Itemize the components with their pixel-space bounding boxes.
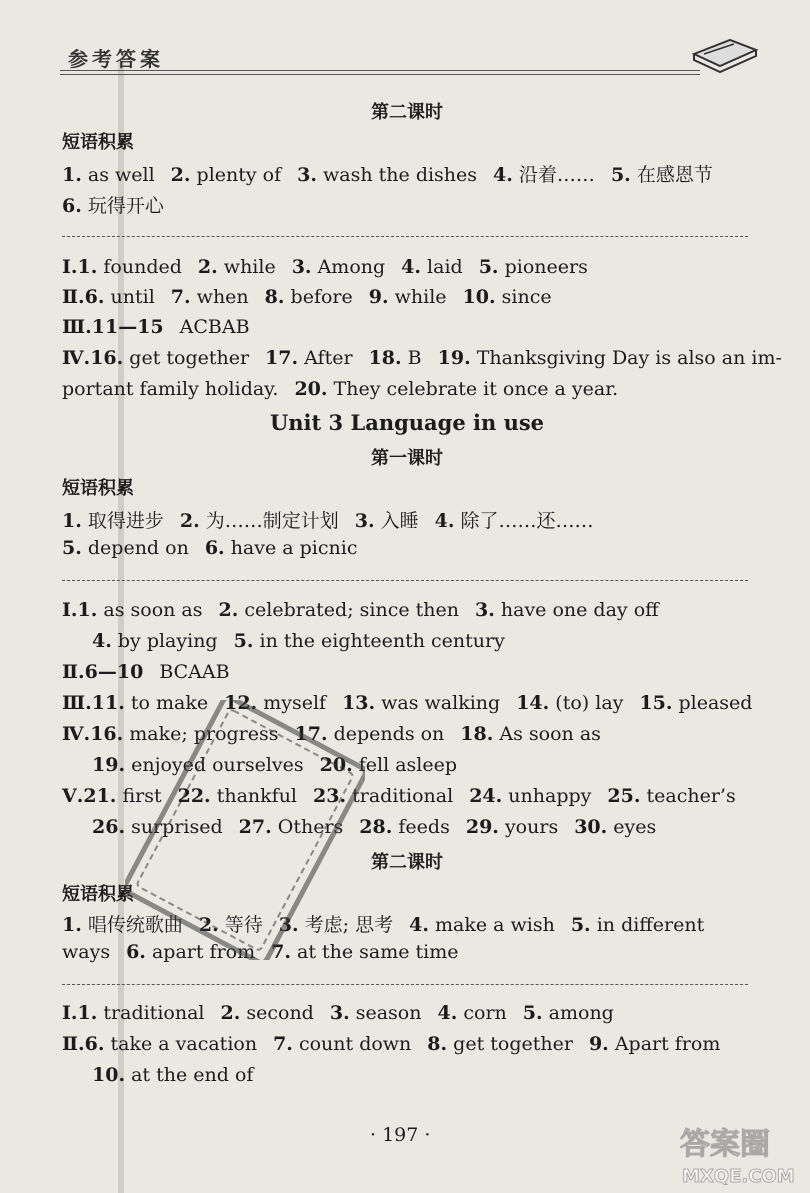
answer-text: 除了……还…… bbox=[454, 510, 594, 532]
item-number: 18. bbox=[460, 723, 494, 745]
answer-line bbox=[62, 256, 588, 278]
answer-text: until bbox=[104, 286, 155, 308]
answer-text: 等待 bbox=[218, 914, 263, 936]
answer-text: while bbox=[217, 256, 276, 278]
answer-text: get together bbox=[447, 1033, 573, 1055]
item-number: 3. bbox=[291, 256, 312, 278]
answer-line bbox=[62, 316, 250, 338]
section-numeral: Ⅱ. bbox=[62, 661, 85, 683]
item-number: 1. bbox=[77, 256, 98, 278]
item-number: 13. bbox=[342, 692, 376, 714]
item-number: 5. bbox=[62, 537, 82, 559]
page-header bbox=[0, 0, 810, 78]
item-number: 10. bbox=[92, 1064, 126, 1086]
item-number: 3. bbox=[278, 914, 299, 936]
answer-text: since bbox=[495, 286, 552, 308]
answer-text: pleased bbox=[672, 692, 753, 714]
answer-text: enjoyed ourselves bbox=[125, 754, 304, 776]
answer-text: by playing bbox=[111, 630, 218, 652]
answer-text: second bbox=[240, 1002, 314, 1024]
item-number: 4. bbox=[493, 164, 513, 186]
answer-text: was walking bbox=[375, 692, 501, 714]
item-range: 6—10 bbox=[84, 661, 144, 683]
section-numeral: Ⅱ. bbox=[62, 286, 85, 308]
library-stamp bbox=[125, 700, 365, 960]
item-number: 16. bbox=[90, 347, 124, 369]
answer-text: unhappy bbox=[502, 785, 592, 807]
section-numeral: Ⅰ. bbox=[62, 256, 78, 278]
answer-text: while bbox=[388, 286, 447, 308]
item-number: 7. bbox=[170, 286, 191, 308]
answer-text: fell asleep bbox=[352, 754, 458, 776]
header-title: 参考答案 bbox=[68, 47, 164, 71]
answer-text: feeds bbox=[392, 816, 450, 838]
answer-text: yours bbox=[498, 816, 559, 838]
answer-text: traditional bbox=[346, 785, 454, 807]
section-numeral: Ⅱ. bbox=[62, 1033, 85, 1055]
item-number: 6. bbox=[84, 286, 105, 308]
answer-line bbox=[62, 661, 230, 683]
item-number: 1. bbox=[77, 599, 98, 621]
section-numeral: Ⅲ. bbox=[62, 316, 92, 338]
answer-text: season bbox=[349, 1002, 422, 1024]
answer-text: at the same time bbox=[290, 941, 459, 963]
item-number: 25. bbox=[607, 785, 641, 807]
answer-text: 沿着…… bbox=[512, 164, 595, 186]
answer-text: 唱传统歌曲 bbox=[81, 914, 183, 936]
item-number: 29. bbox=[465, 816, 499, 838]
header-rule bbox=[60, 70, 700, 75]
section-phrases: 短语积累 bbox=[62, 884, 134, 905]
answer-text: have a picnic bbox=[224, 537, 358, 559]
item-number: 3. bbox=[475, 599, 495, 621]
answer-line bbox=[62, 506, 594, 533]
answer-text: in different bbox=[590, 914, 705, 936]
item-number: 2. bbox=[218, 599, 239, 621]
answer-text: plenty of bbox=[190, 164, 282, 186]
answer-text: have one day off bbox=[494, 599, 659, 621]
answer-text: before bbox=[284, 286, 353, 308]
item-number: 1. bbox=[62, 914, 82, 936]
answer-text: when bbox=[190, 286, 249, 308]
item-number: 9. bbox=[588, 1033, 609, 1055]
answer-text: Others bbox=[271, 816, 344, 838]
answer-line bbox=[62, 191, 164, 218]
answer-text: 考虑; 思考 bbox=[298, 914, 394, 936]
item-range: 11—15 bbox=[91, 316, 164, 338]
item-number: 3. bbox=[297, 164, 317, 186]
lesson-heading-2: 第二课时 bbox=[371, 852, 443, 873]
section-phrases: 短语积累 bbox=[62, 478, 134, 499]
answer-text: make; progress bbox=[123, 723, 279, 745]
answer-text: count down bbox=[292, 1033, 412, 1055]
answer-text: surprised bbox=[125, 816, 223, 838]
item-number: 4. bbox=[92, 630, 112, 652]
item-number: 2. bbox=[179, 510, 200, 532]
answer-text: ACBAB bbox=[179, 316, 250, 338]
item-number: 7. bbox=[273, 1033, 293, 1055]
item-number: 2. bbox=[198, 914, 219, 936]
lesson-heading-2: 第二课时 bbox=[371, 102, 443, 123]
answer-text: thankful bbox=[210, 785, 298, 807]
item-number: 4. bbox=[434, 510, 455, 532]
item-number: 16. bbox=[90, 723, 124, 745]
item-number: 5. bbox=[233, 630, 254, 652]
item-number: 28. bbox=[359, 816, 393, 838]
item-number: 6. bbox=[204, 537, 225, 559]
item-number: 3. bbox=[354, 510, 375, 532]
item-number: 27. bbox=[238, 816, 272, 838]
answer-line bbox=[62, 286, 552, 308]
item-number: 10. bbox=[462, 286, 496, 308]
lesson-heading-1: 第一课时 bbox=[371, 448, 443, 469]
item-number: 23. bbox=[313, 785, 347, 807]
item-number: 8. bbox=[264, 286, 285, 308]
item-number: 6. bbox=[126, 941, 146, 963]
answer-text: to make bbox=[124, 692, 209, 714]
item-number: 18. bbox=[368, 347, 402, 369]
item-number: 19. bbox=[437, 347, 471, 369]
answer-text: apart from bbox=[145, 941, 256, 963]
answer-line bbox=[92, 1064, 253, 1086]
answer-text: teacher’s bbox=[640, 785, 736, 807]
answer-text: (to) lay bbox=[549, 692, 624, 714]
answer-text: 入睡 bbox=[374, 510, 419, 532]
item-number: 6. bbox=[84, 1033, 105, 1055]
answer-text: founded bbox=[97, 256, 182, 278]
answer-text: first bbox=[116, 785, 162, 807]
answer-text: depends on bbox=[327, 723, 445, 745]
answer-text: at the end of bbox=[125, 1064, 254, 1086]
item-number: 4. bbox=[437, 1002, 458, 1024]
answer-text: depend on bbox=[81, 537, 189, 559]
answer-line bbox=[62, 160, 713, 187]
section-phrases: 短语积累 bbox=[62, 132, 134, 153]
answer-text: traditional bbox=[97, 1002, 205, 1024]
item-number: 2. bbox=[197, 256, 218, 278]
item-number: 1. bbox=[62, 510, 82, 532]
section-numeral: Ⅰ. bbox=[62, 1002, 78, 1024]
section-numeral: Ⅰ. bbox=[62, 599, 78, 621]
item-number: 3. bbox=[329, 1002, 350, 1024]
site-watermark bbox=[668, 1120, 808, 1190]
item-number: 20. bbox=[294, 378, 328, 400]
answer-text: celebrated; since then bbox=[238, 599, 459, 621]
item-number: 2. bbox=[220, 1002, 241, 1024]
item-number: 17. bbox=[294, 723, 328, 745]
answer-text: corn bbox=[457, 1002, 507, 1024]
answer-line bbox=[62, 1033, 720, 1055]
answer-line bbox=[62, 599, 659, 621]
item-number: 5. bbox=[570, 914, 591, 936]
item-number: 12. bbox=[224, 692, 258, 714]
item-number: 5. bbox=[610, 164, 631, 186]
answer-text: as well bbox=[81, 164, 155, 186]
item-number: 26. bbox=[92, 816, 126, 838]
item-number: 11. bbox=[91, 692, 125, 714]
answer-line bbox=[92, 630, 505, 652]
dashed-divider bbox=[62, 984, 748, 985]
item-number: 22. bbox=[177, 785, 211, 807]
answer-text: Among bbox=[311, 256, 386, 278]
answer-text: pioneers bbox=[498, 256, 588, 278]
answer-text: After bbox=[298, 347, 353, 369]
item-number: 15. bbox=[639, 692, 673, 714]
item-number: 1. bbox=[77, 1002, 98, 1024]
answer-text: in the eighteenth century bbox=[253, 630, 505, 652]
section-numeral: Ⅳ. bbox=[62, 723, 91, 745]
answer-text: eyes bbox=[607, 816, 657, 838]
answer-text: As soon as bbox=[493, 723, 601, 745]
item-number: 6. bbox=[62, 195, 82, 217]
book-icon bbox=[690, 34, 760, 76]
item-number: 30. bbox=[574, 816, 608, 838]
answer-text: take a vacation bbox=[104, 1033, 258, 1055]
watermark-url: MXQE.COM bbox=[682, 1166, 795, 1187]
answer-text: Apart from bbox=[608, 1033, 721, 1055]
answer-line bbox=[62, 347, 782, 369]
section-numeral: Ⅳ. bbox=[62, 347, 91, 369]
answer-line bbox=[62, 378, 618, 400]
dashed-divider bbox=[62, 236, 748, 237]
answer-text: BCAAB bbox=[159, 661, 230, 683]
item-number: 2. bbox=[170, 164, 191, 186]
answer-text: ways bbox=[62, 941, 111, 963]
answer-text: get together bbox=[123, 347, 250, 369]
item-number: 5. bbox=[478, 256, 499, 278]
answer-text: 取得进步 bbox=[81, 510, 164, 532]
dashed-divider bbox=[62, 580, 748, 581]
item-number: 24. bbox=[469, 785, 503, 807]
item-number: 19. bbox=[92, 754, 126, 776]
answer-text: Thanksgiving Day is also an im- bbox=[470, 347, 782, 369]
answer-text: 在感恩节 bbox=[630, 164, 713, 186]
answer-text: B bbox=[401, 347, 422, 369]
answer-line bbox=[62, 537, 357, 559]
item-number: 21. bbox=[83, 785, 117, 807]
item-number: 17. bbox=[265, 347, 299, 369]
item-number: 4. bbox=[409, 914, 429, 936]
item-number: 5. bbox=[522, 1002, 543, 1024]
answer-text: 玩得开心 bbox=[81, 195, 164, 217]
section-numeral: Ⅴ. bbox=[62, 785, 84, 807]
item-number: 1. bbox=[62, 164, 82, 186]
answer-text: 为……制定计划 bbox=[199, 510, 339, 532]
answer-text: wash the dishes bbox=[317, 164, 478, 186]
item-number: 14. bbox=[516, 692, 550, 714]
answer-text: laid bbox=[421, 256, 463, 278]
page-number: · 197 · bbox=[370, 1124, 431, 1146]
answer-text: as soon as bbox=[97, 599, 203, 621]
answer-text: among bbox=[542, 1002, 614, 1024]
section-numeral: Ⅲ. bbox=[62, 692, 92, 714]
answer-text: make a wish bbox=[428, 914, 555, 936]
answer-text: They celebrate it once a year. bbox=[327, 378, 619, 400]
answer-text: myself bbox=[257, 692, 327, 714]
item-number: 9. bbox=[368, 286, 389, 308]
unit-heading: Unit 3 Language in use bbox=[269, 410, 545, 435]
answer-text: portant family holiday. bbox=[62, 378, 279, 400]
item-number: 4. bbox=[401, 256, 422, 278]
item-number: 20. bbox=[319, 754, 353, 776]
watermark-logo-text: 答案圈 bbox=[680, 1127, 770, 1162]
item-number: 8. bbox=[427, 1033, 448, 1055]
answer-line bbox=[62, 1002, 614, 1024]
item-number: 7. bbox=[271, 941, 291, 963]
